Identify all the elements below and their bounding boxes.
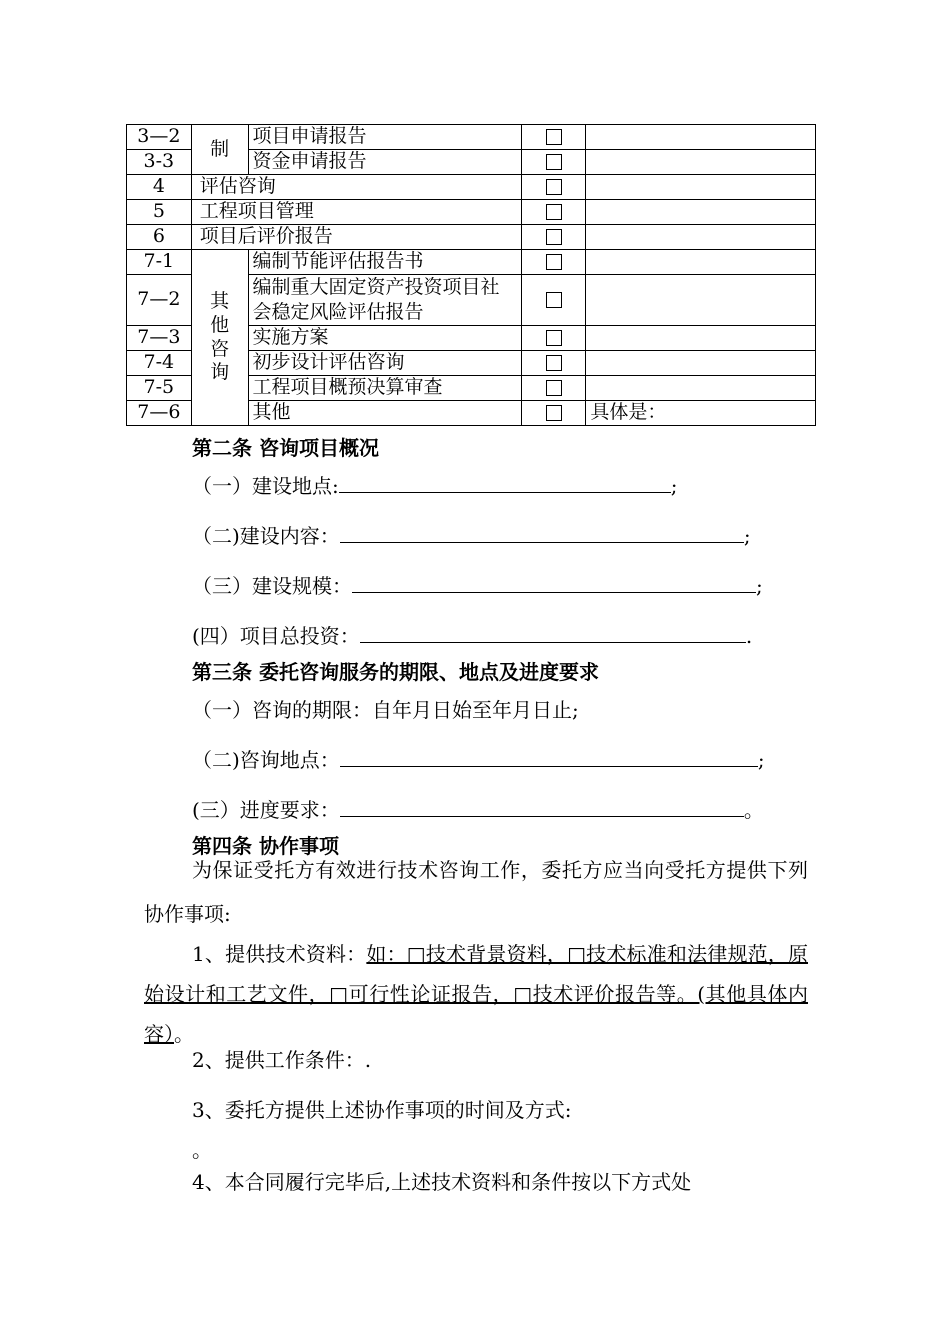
field-label: （一）建设地点:: [192, 474, 339, 498]
checkbox[interactable]: [546, 355, 562, 371]
service-name: 编制重大固定资产投资项目社会稳定风险评估报告: [248, 275, 521, 326]
row-number: 3—2: [127, 125, 192, 150]
service-name: 初步设计评估咨询: [248, 351, 521, 376]
group-label-other: [191, 250, 248, 426]
article3-heading: 第三条 委托咨询服务的期限、地点及进度要求: [192, 660, 599, 684]
service-name: 项目申请报告: [248, 125, 521, 150]
field-end: ;: [670, 474, 678, 498]
service-table: [126, 124, 816, 426]
article4-item2: 2、提供工作条件：.: [192, 1048, 372, 1072]
checkbox-cell: [521, 351, 586, 376]
field-end: .: [745, 624, 753, 648]
note-cell: 具体是：: [586, 401, 816, 426]
note-cell: [586, 275, 816, 326]
row-number: 3-3: [127, 150, 192, 175]
service-name: 编制节能评估报告书: [248, 250, 521, 275]
checkbox-cell: [521, 275, 586, 326]
table-row: [127, 175, 816, 200]
consulting-period: （一）咨询的期限：自年月日始至年月日止;: [192, 698, 579, 722]
checkbox[interactable]: [546, 154, 562, 170]
note-cell: [586, 150, 816, 175]
field-end: ;: [757, 748, 765, 772]
service-name: 评估咨询: [191, 175, 521, 200]
article2-heading: 第二条 咨询项目概况: [192, 436, 379, 460]
field-label: (四）项目总投资：: [192, 624, 360, 648]
checkbox-cell: [521, 150, 586, 175]
checkbox[interactable]: [546, 254, 562, 270]
group-label-zhi: 制: [191, 125, 248, 175]
service-name: 工程项目概预决算审查: [248, 376, 521, 401]
note-cell: [586, 175, 816, 200]
checkbox-cell: [521, 250, 586, 275]
item1-end: 。: [174, 1022, 194, 1046]
note-cell: [586, 125, 816, 150]
blank-line[interactable]: [339, 472, 671, 493]
blank-line[interactable]: [340, 746, 758, 767]
construction-site-field: [192, 470, 678, 499]
article4-item3-end: 。: [192, 1138, 212, 1162]
row-number: 7—3: [127, 326, 192, 351]
note-cell: [586, 376, 816, 401]
blank-line[interactable]: [340, 522, 744, 543]
blank-line[interactable]: [352, 572, 756, 593]
progress-requirement-field: [192, 794, 764, 823]
service-name: 其他: [248, 401, 521, 426]
note-cell: [586, 326, 816, 351]
table-row: [127, 125, 816, 150]
row-number: 5: [127, 200, 192, 225]
field-label: （三）建设规模：: [192, 574, 352, 598]
item1-lead: 1、提供技术资料：: [192, 942, 367, 966]
group-label-other-text: 其他咨询: [210, 290, 230, 384]
checkbox[interactable]: [546, 204, 562, 220]
construction-scale-field: [192, 570, 763, 599]
service-name: 资金申请报告: [248, 150, 521, 175]
total-investment-field: [192, 620, 752, 649]
article4-intro: 为保证受托方有效进行技术咨询工作，委托方应当向受托方提供下列协作事项:: [144, 858, 808, 926]
table-row: [127, 250, 816, 275]
note-cell: [586, 225, 816, 250]
field-end: 。: [743, 798, 764, 822]
note-cell: [586, 200, 816, 225]
field-label: （二)建设内容：: [192, 524, 340, 548]
checkbox-cell: [521, 326, 586, 351]
article4-item1: [144, 934, 808, 1054]
row-number: 7-4: [127, 351, 192, 376]
field-end: ;: [743, 524, 751, 548]
checkbox-cell: [521, 200, 586, 225]
construction-content-field: [192, 520, 751, 549]
checkbox[interactable]: [546, 229, 562, 245]
checkbox-cell: [521, 225, 586, 250]
row-number: 4: [127, 175, 192, 200]
consulting-location-field: [192, 744, 765, 773]
service-name: 实施方案: [248, 326, 521, 351]
service-name: 项目后评价报告: [191, 225, 521, 250]
row-number: 7-1: [127, 250, 192, 275]
blank-line[interactable]: [360, 622, 746, 643]
checkbox[interactable]: [546, 380, 562, 396]
service-name: 工程项目管理: [191, 200, 521, 225]
checkbox[interactable]: [546, 292, 562, 308]
field-label: (三）进度要求：: [192, 798, 340, 822]
field-label: （二)咨询地点：: [192, 748, 340, 772]
checkbox-cell: [521, 401, 586, 426]
note-cell: [586, 351, 816, 376]
blank-line[interactable]: [340, 796, 744, 817]
article4-heading: 第四条 协作事项: [192, 834, 339, 858]
table-row: [127, 225, 816, 250]
checkbox[interactable]: [546, 330, 562, 346]
article4-item3: 3、委托方提供上述协作事项的时间及方式:: [192, 1098, 572, 1122]
checkbox-cell: [521, 125, 586, 150]
checkbox-cell: [521, 175, 586, 200]
article4-item4: 4、本合同履行完毕后,上述技术资料和条件按以下方式处: [192, 1170, 692, 1194]
row-number: 7—2: [127, 275, 192, 326]
row-number: 7—6: [127, 401, 192, 426]
row-number: 7-5: [127, 376, 192, 401]
checkbox[interactable]: [546, 129, 562, 145]
row-number: 6: [127, 225, 192, 250]
item1-materials: 如：□技术背景资料，□技术标准和法律规范，原始设计和工艺文件，□可行性论证报告，□技术评价报告等。(其他具体内容）: [144, 942, 808, 1046]
checkbox[interactable]: [546, 179, 562, 195]
checkbox-cell: [521, 376, 586, 401]
checkbox[interactable]: [546, 405, 562, 421]
field-end: ;: [756, 574, 763, 598]
table-row: [127, 200, 816, 225]
note-cell: [586, 250, 816, 275]
